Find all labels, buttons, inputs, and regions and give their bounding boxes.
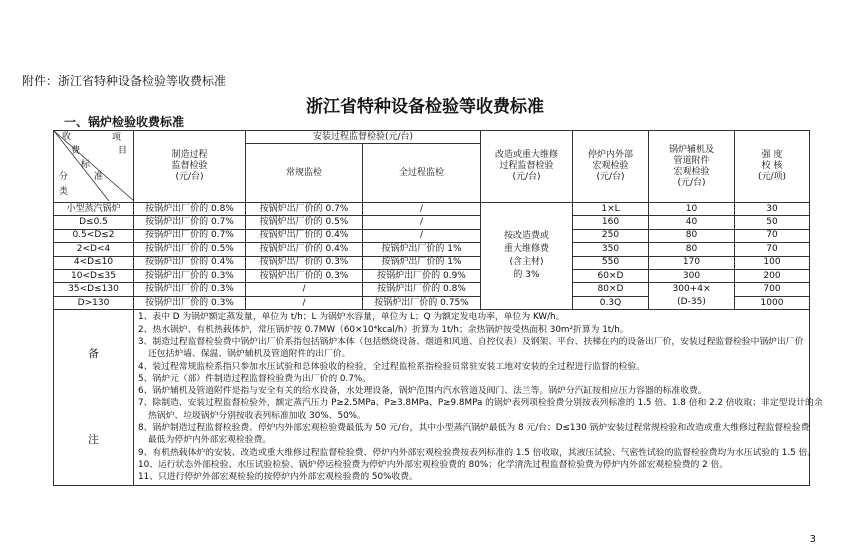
table-row [54, 283, 810, 297]
table-cell: / [363, 229, 481, 242]
note-line: 热锅炉、垃圾锅炉分别按收表列标准加收 30%、50%。 [148, 410, 366, 421]
table-cell: 按锅炉出厂价的 0.9% [363, 269, 481, 282]
table-cell: 250 [573, 229, 649, 242]
cell-text: 制造过程 [171, 150, 208, 160]
table-cell: 100 [735, 256, 810, 269]
note-line: 6、锅炉辅机及管道附件是指与安全有关的给水设备，水处理设备，锅炉范围内汽水管道及阀门、法兰等。锅炉分汽缸按相应压力容器的标准收费。 [138, 386, 707, 397]
header-install-full: 全过程监检 [363, 144, 481, 203]
table-cell: 30 [735, 203, 810, 216]
table-cell: 1×L [573, 203, 649, 216]
table-cell: 40 [649, 216, 735, 229]
cell-text: (元/项) [757, 172, 787, 182]
table-cell: 80×D [573, 283, 649, 297]
table-cell: 300 [649, 269, 735, 282]
cell-text: 监督检验 [171, 161, 208, 171]
table-cell: 35<D≤130 [54, 283, 134, 297]
table-cell: 按锅炉出厂价的 0.8% [134, 203, 246, 216]
table-cell: 0.3Q [573, 296, 649, 310]
cell-text: 备 [88, 347, 99, 361]
table-cell: 1000 [735, 296, 810, 310]
note-line: 9、有机热载体炉的安装、改造或重大维修过程监督检验费、停炉内外部宏观检验费按表列标准的 1.5 倍收取，其液压试验、气密性试验的监督检验费均为水压试验的 1.5 倍。 [138, 447, 817, 458]
table-cell: 0.5<D≤2 [54, 229, 134, 242]
cell-text: 管道附件 [673, 155, 710, 166]
table-cell: / [363, 216, 481, 229]
table-cell: 2<D<4 [54, 243, 134, 256]
table-cell: 按锅炉出厂价的 0.8% [363, 283, 481, 297]
table-cell: 50 [735, 216, 810, 229]
note-line: 1、表中 D 为锅炉额定蒸发量，单位为 t/h；L 为锅炉水容量，单位为 L；Q 为额定发电功率，单位为 KW/h。 [138, 312, 565, 323]
cell-text: 过程监督检验 [499, 161, 554, 171]
table-cell: 60×D [573, 269, 649, 282]
header-strength [735, 131, 810, 203]
table-cell: 70 [735, 229, 810, 242]
corner-zhun: 准 [94, 172, 104, 182]
cell-text: 宏观检验 [592, 161, 629, 171]
cell-text: 按改造费或 [503, 231, 549, 242]
table-row [54, 269, 810, 282]
cell-text: 校 核 [761, 161, 783, 171]
table-cell: 按锅炉出厂价的 0.3% [246, 269, 363, 282]
table-cell: 200 [735, 269, 810, 282]
notes-row [54, 310, 810, 485]
table-cell: 按锅炉出厂价的 0.7% [134, 229, 246, 242]
cell-text: (含主材) [509, 257, 544, 268]
table-cell: 按锅炉出厂价的 0.3% [134, 283, 246, 297]
note-line: 还包括炉墙、保温、锅炉辅机及管道附件的出厂价。 [148, 349, 351, 360]
table-cell: 80 [649, 243, 735, 256]
corner-shou: 收 [62, 132, 72, 142]
table-cell: 按锅炉出厂价的 0.4% [246, 229, 363, 242]
corner-biao: 标 [81, 160, 91, 170]
table-cell: 按锅炉出厂价的 0.3% [134, 296, 246, 310]
table-cell: 160 [573, 216, 649, 229]
table-cell: / [363, 203, 481, 216]
attachment-line: 附件：浙江省特种设备检验等收费标准 [22, 74, 227, 88]
corner-mu: 目 [118, 146, 128, 156]
table-cell: 550 [573, 256, 649, 269]
table-cell: 10 [649, 203, 735, 216]
header-install-group: 安装过程监督检验(元/台) [246, 131, 481, 144]
notes-cell [134, 310, 823, 485]
cell-text: 强 度 [761, 150, 783, 160]
table-cell: 350 [573, 243, 649, 256]
note-line: 最低为停炉内外部宏观检验费。 [148, 435, 272, 446]
cell-text: (元/台) [596, 172, 625, 182]
cell-text: 注 [88, 433, 99, 447]
cell-text: (元/台) [677, 177, 706, 188]
table-row [54, 229, 810, 242]
repair-merged-cell [481, 203, 573, 310]
table-row [54, 203, 810, 216]
table-cell: 按锅炉出厂价的 0.75% [363, 296, 481, 310]
table-cell: / [246, 283, 363, 297]
cell-text: (元/台) [175, 172, 204, 182]
table-cell: 80 [649, 229, 735, 242]
notes-label [54, 310, 134, 485]
header-mfg [134, 131, 246, 203]
corner-xiang: 项 [112, 133, 122, 143]
table-cell: 按锅炉出厂价的 0.4% [246, 243, 363, 256]
table-cell: 按锅炉出厂价的 1% [363, 243, 481, 256]
table-cell: 按锅炉出厂价的 1% [363, 256, 481, 269]
cell-text: 宏观检验 [673, 166, 710, 177]
table-cell: 700 [735, 283, 810, 297]
cell-text: 300+4× [672, 284, 711, 295]
cell-text: (元/台) [512, 172, 541, 182]
table-row [54, 256, 810, 269]
table-cell: 10<D≤35 [54, 269, 134, 282]
cell-text: 的 3% [513, 270, 540, 281]
note-line: 8、锅炉制造过程监督检验费、停炉内外部宏观检验费最低为 50 元/台，其中小型蒸汽锅炉最低为 8 元/台；D≤130 锅炉安装过程常规检验和改造或重大维修过程监督检验费 [138, 423, 810, 434]
note-line: 3、制造过程监督检验费中锅炉出厂价系指包括锅炉本体（包括燃烧设备、烟道和风道、自控仪表）及钢架、平台、扶梯在内的设备出厂价，安装过程监督检验中锅炉出厂价 [138, 336, 804, 347]
note-line: 4、装过程常规监检系指只参加水压试验和总体验收的检验，全过程监检系指检验员常驻安装工地对安装的全过程进行监督的检验。 [138, 361, 646, 372]
header-aux [649, 131, 735, 203]
table-cell: 170 [649, 256, 735, 269]
corner-fen: 分 [59, 172, 69, 182]
table-cell: 4<D≤10 [54, 256, 134, 269]
table-cell: 按锅炉出厂价的 0.5% [134, 243, 246, 256]
table-row [54, 216, 810, 229]
section-heading: 一、锅炉检验收费标准 [64, 115, 185, 129]
corner-fei: 费 [71, 146, 81, 156]
table-cell: 按锅炉出厂价的 0.3% [134, 269, 246, 282]
table-cell: D>130 [54, 296, 134, 310]
corner-lei: 类 [59, 187, 69, 197]
table-cell: / [246, 296, 363, 310]
corner-header-cell [54, 131, 134, 203]
table-cell: D≤0.5 [54, 216, 134, 229]
page-number: 3 [809, 534, 816, 545]
header-stop [573, 131, 649, 203]
table-cell: 按锅炉出厂价的 0.7% [134, 216, 246, 229]
header-install-regular: 常规监检 [246, 144, 363, 203]
cell-text: 改造或重大维修 [494, 150, 558, 160]
table-cell: 按锅炉出厂价的 0.4% [134, 256, 246, 269]
cell-text: 停炉内外部 [587, 150, 633, 160]
note-line: 2、热水锅炉、有机热载体炉，常压锅炉按 0.7MW（60×10⁴kcal/h）折算为 1t/h；余热锅炉按受热面积 30m²折算为 1t/h。 [138, 324, 629, 335]
table-cell: 按锅炉出厂价的 0.7% [246, 203, 363, 216]
table-cell: 小型蒸汽锅炉 [54, 203, 134, 216]
header-repair [481, 131, 573, 203]
note-line: 7、除制造、安装过程监督检验外，额定蒸汽压力 P≥2.5MPa、P≥3.8MPa、P≥9.8MPa 的锅炉表列项检验费分别按表列标准的 1.5 倍、1.8 倍和 2.2 倍收取；非定型设计的余 [138, 398, 823, 409]
cell-text: 重大维修费 [503, 244, 549, 255]
note-line: 10、运行状态外部检验、水压试验检验、锅炉停运检验费为停炉内外部宏观检验费的 80%；化学清洗过程监督检验费为停炉内外部宏观检验费的 2 倍。 [138, 459, 729, 470]
note-line: 5、锅炉元（部）件制造过程监督检验费为出厂价的 0.7%。 [138, 373, 372, 384]
note-line: 11、只进行停炉外部宏观检验的按停炉内外部宏观检验费的 50%收费。 [138, 472, 418, 483]
notes-list [138, 311, 823, 483]
table-cell: 按锅炉出厂价的 0.3% [246, 256, 363, 269]
table-row [54, 243, 810, 256]
document-title: 浙江省特种设备检验等收费标准 [306, 97, 544, 117]
table-cell: 70 [735, 243, 810, 256]
cell-text: (D-35) [677, 297, 706, 308]
aux-merged-cell [649, 283, 735, 310]
table-cell: 按锅炉出厂价的 0.5% [246, 216, 363, 229]
boiler-fee-table [53, 130, 823, 486]
cell-text: 锅炉辅机及 [668, 144, 714, 155]
